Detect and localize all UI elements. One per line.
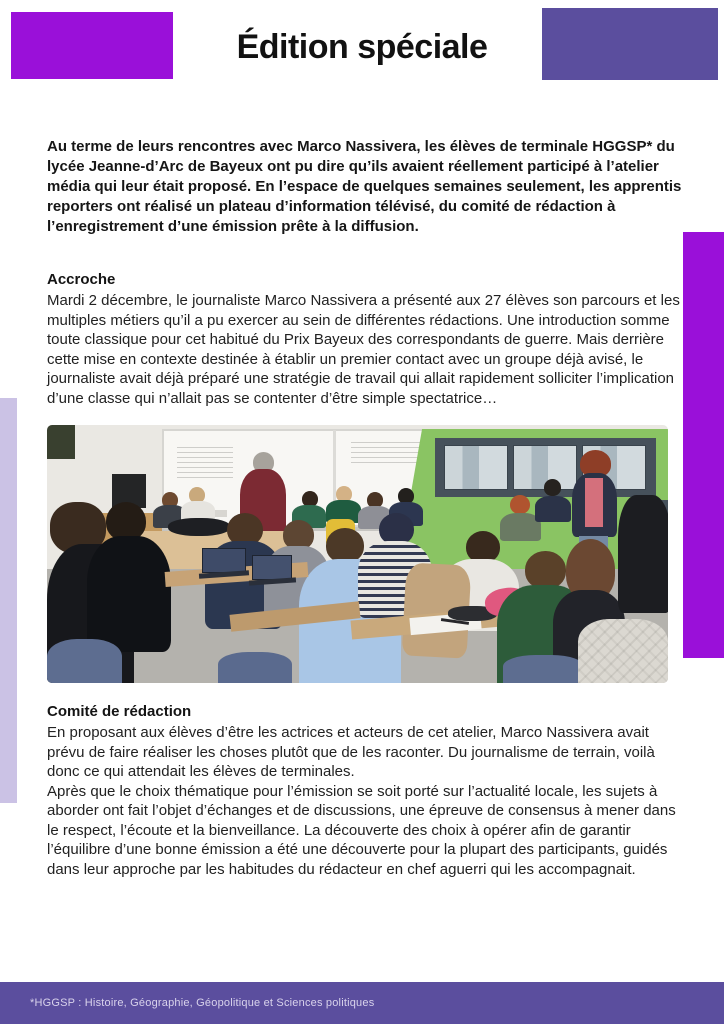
quilted-jacket <box>578 619 668 684</box>
comite-body-2: Après que le choix thématique pour l’émission se soit porté sur l’actualité locale, les sujets à aborder ont fait l’objet d’échanges et de discussions, une épreuve de consensus à mener dans le respect, l’écoute et la bienveillance. La découverte des choix à opérer afin de garantir l’équilibre d’une bonne émission a été une découverte pour la plupart des participants, guidés dans leur approche par les habitudes du rédacteur en chef aguerri qui les accompagnait. <box>47 782 676 878</box>
whiteboard-writing <box>351 438 426 466</box>
comite-heading: Comité de rédaction <box>47 703 192 720</box>
intro-paragraph: Au terme de leurs rencontres avec Marco Nassivera, les élèves de terminale HGGSP* du lycée Jeanne-d’Arc de Bayeux ont pu dire qu’ils avaient réellement participé à l’atelier média qui leur était proposé. En l’espace de quelques semaines seulement, les apprentis reporters ont réalisé un plateau d’information télévisé, du comité de rédaction à l’enregistrement d’une émission prête à la diffusion. <box>47 138 682 235</box>
accroche-heading: Accroche <box>47 271 116 288</box>
footer-bar <box>0 982 724 1024</box>
student-puffer-jacket <box>618 495 668 614</box>
comite-body-1: En proposant aux élèves d’être les actrices et acteurs de cet atelier, Marco Nassivera avait prévu de faire réaliser les choses plutôt que de les raconter. Du journalisme de terrain, voilà donc ce qui attendait les élèves de terminales. <box>47 724 655 780</box>
accroche-body: Mardi 2 décembre, le journaliste Marco Nassivera a présenté aux 27 élèves son parcours et les multiples métiers qu’il a pu exercer au sein de différentes rédactions. Une introduction somme toute classique pour cet habitué du Prix Bayeux des correspondants de guerre. Mais derrière cette mise en contexte destinée à établir un premier contact avec un groupe déjà avisé, le journaliste avait déjà préparé une stratégie de travail qui allait rapidement solliciter l’implication d’une classe qui n’allait pas se contenter d’être simple spectatrice… <box>47 292 680 407</box>
top-right-accent-block <box>542 8 718 80</box>
right-accent-bar <box>683 232 724 658</box>
chair-back <box>218 652 293 683</box>
laptop-screen <box>202 548 245 574</box>
chair-back <box>47 639 122 683</box>
bag-on-desk <box>168 518 230 536</box>
student-torso <box>535 496 571 522</box>
section-accroche <box>47 270 683 408</box>
student-torso <box>87 536 171 652</box>
whiteboard-writing <box>177 443 233 482</box>
chair-back <box>503 655 584 683</box>
laptop-screen <box>252 555 292 580</box>
student-head <box>510 495 530 514</box>
footnote-hggsp: *HGGSP : Histoire, Géographie, Géopolitique et Sciences politiques <box>30 997 375 1009</box>
student-head <box>544 479 561 496</box>
page-title: Édition spéciale <box>236 28 488 66</box>
section-comite <box>47 702 683 879</box>
window-pane <box>444 445 508 489</box>
left-accent-bar <box>0 398 17 803</box>
curtain-shape <box>47 425 75 459</box>
classroom-photo <box>47 425 668 683</box>
student-head <box>326 528 363 563</box>
journalist-top <box>585 478 604 527</box>
student-head <box>525 551 565 588</box>
